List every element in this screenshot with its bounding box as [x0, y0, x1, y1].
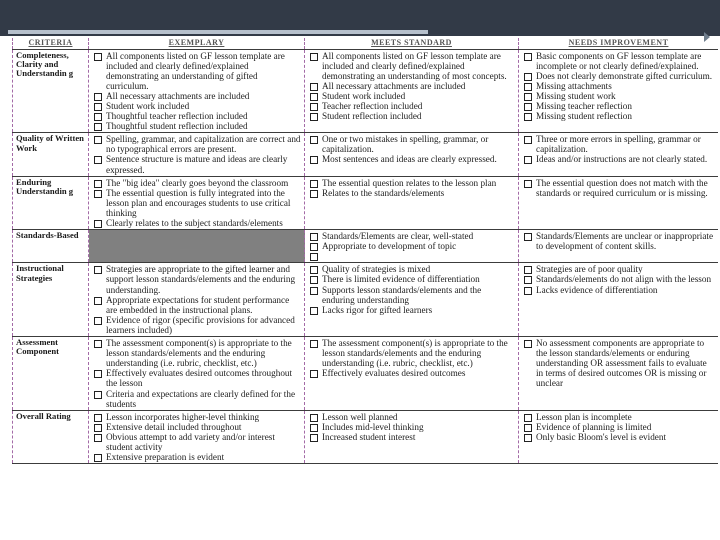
checkbox-item: Missing attachments — [522, 81, 716, 91]
rubric-body — [13, 49, 719, 464]
checkbox-item: Strategies are of poor quality — [522, 264, 716, 274]
checkbox-item: Extensive detail included throughout — [92, 422, 302, 432]
needs-improvement-cell — [519, 230, 719, 263]
checkbox-item: Lesson well planned — [308, 412, 516, 422]
needs-improvement-cell — [519, 49, 719, 133]
criteria-list — [522, 51, 716, 122]
needs-improvement-cell — [519, 263, 719, 337]
criteria-list — [92, 338, 302, 409]
checkbox-item: Spelling, grammar, and capitalization are correct and no typographical errors are present. — [92, 134, 302, 154]
criteria-label: Overall Rating — [13, 410, 89, 463]
criteria-list — [92, 264, 302, 335]
header-criteria: CRITERIA — [13, 38, 89, 49]
checkbox-item: Relates to the standards/elements — [308, 188, 516, 198]
checkbox-item: Evidence of rigor (specific provisions for advanced learners included) — [92, 315, 302, 335]
needs-improvement-cell — [519, 410, 719, 463]
checkbox-item: Lesson plan is incomplete — [522, 412, 716, 422]
checkbox-item: Standards/Elements are clear, well-stated — [308, 231, 516, 241]
checkbox-item: Missing teacher reflection — [522, 101, 716, 111]
checkbox-item: The essential question is fully integrated into the lesson plan and encourages students to use critical thinking — [92, 188, 302, 218]
checkbox-item: Standards/elements do not align with the lesson — [522, 274, 716, 284]
criteria-list — [92, 134, 302, 174]
meets-standard-cell — [305, 230, 519, 263]
criteria-label: Instructional Strategies — [13, 263, 89, 337]
checkbox-item: Effectively evaluates desired outcomes throughout the lesson — [92, 368, 302, 388]
meets-standard-cell — [305, 133, 519, 176]
criteria-list — [308, 51, 516, 122]
checkbox-item: The "big idea" clearly goes beyond the classroom — [92, 178, 302, 188]
criteria-list — [308, 412, 516, 442]
checkbox-item: Three or more errors in spelling, grammar or capitalization. — [522, 134, 716, 154]
checkbox-item: Teacher reflection included — [308, 101, 516, 111]
table-row — [13, 263, 719, 337]
checkbox-item: All components listed on GF lesson template are included and clearly defined/explained demonstrating an understanding of most concepts. — [308, 51, 516, 81]
rubric-table — [12, 38, 718, 464]
criteria-list — [522, 338, 716, 388]
criteria-list — [92, 51, 302, 132]
exemplary-cell — [89, 410, 305, 463]
table-row — [13, 49, 719, 133]
exemplary-cell — [89, 176, 305, 229]
criteria-list — [522, 178, 716, 198]
exemplary-cell — [89, 49, 305, 133]
exemplary-cell — [89, 263, 305, 337]
checkbox-item: Student work included — [92, 101, 302, 111]
checkbox-item: All necessary attachments are included — [92, 91, 302, 101]
checkbox-item: Missing student reflection — [522, 111, 716, 121]
checkbox-item: The essential question relates to the lesson plan — [308, 178, 516, 188]
exemplary-cell — [89, 230, 305, 263]
rubric-table-container — [12, 38, 718, 536]
checkbox-item: The assessment component(s) is appropriate to the lesson standards/elements and the enduring understanding (i.e. rubric, checklist, etc.) — [92, 338, 302, 368]
criteria-label: Enduring Understandin g — [13, 176, 89, 229]
checkbox-item: No assessment components are appropriate to the lesson standards/elements or enduring understanding OR assessment fails to evaluate in terms of desired outcomes OR is missing or unclear — [522, 338, 716, 388]
meets-standard-cell — [305, 176, 519, 229]
needs-improvement-cell — [519, 337, 719, 411]
checkbox-item: Criteria and expectations are clearly defined for the students — [92, 389, 302, 409]
exemplary-cell — [89, 133, 305, 176]
table-row — [13, 410, 719, 463]
criteria-label: Assessment Component — [13, 337, 89, 411]
criteria-list — [308, 134, 516, 164]
checkbox-item: Basic components on GF lesson template are incomplete or not clearly defined/explained. — [522, 51, 716, 71]
header-needs-improvement: NEEDS IMPROVEMENT — [519, 38, 719, 49]
checkbox-item: One or two mistakes in spelling, grammar, or capitalization. — [308, 134, 516, 154]
criteria-list — [92, 412, 302, 462]
checkbox-item: Most sentences and ideas are clearly expressed. — [308, 154, 516, 164]
checkbox-item: Thoughtful student reflection included — [92, 121, 302, 131]
criteria-list — [522, 264, 716, 294]
checkbox-item: Clearly relates to the subject standards/elements — [92, 218, 302, 228]
checkbox-item: Thoughtful teacher reflection included — [92, 111, 302, 121]
checkbox-item: Supports lesson standards/elements and the enduring understanding — [308, 285, 516, 305]
meets-standard-cell — [305, 263, 519, 337]
checkbox-item: Only basic Bloom's level is evident — [522, 432, 716, 442]
table-row — [13, 176, 719, 229]
checkbox-item: Strategies are appropriate to the gifted learner and support lesson standards/elements and the enduring understanding. — [92, 264, 302, 294]
header-row — [13, 38, 719, 49]
checkbox-item: All components listed on GF lesson template are included and clearly defined/explained demonstrating an understanding of gifted curriculum. — [92, 51, 302, 91]
meets-standard-cell — [305, 49, 519, 133]
criteria-list — [308, 231, 516, 261]
checkbox-item: Ideas and/or instructions are not clearly stated. — [522, 154, 716, 164]
checkbox-item: The assessment component(s) is appropriate to the lesson standards/elements and the enduring understanding (i.e. rubric, checklist, etc.) — [308, 338, 516, 368]
checkbox-item: There is limited evidence of differentiation — [308, 274, 516, 284]
checkbox-item: Extensive preparation is evident — [92, 452, 302, 462]
criteria-list — [522, 134, 716, 164]
criteria-label: Completeness, Clarity and Understandin g — [13, 49, 89, 133]
checkbox-item: Appropriate to development of topic — [308, 241, 516, 251]
exemplary-cell — [89, 337, 305, 411]
checkbox-item: Lacks rigor for gifted learners — [308, 305, 516, 315]
checkbox-item: Obvious attempt to add variety and/or interest student activity — [92, 432, 302, 452]
checkbox-item: All necessary attachments are included — [308, 81, 516, 91]
checkbox-item: Appropriate expectations for student performance are embedded in the instructional plans. — [92, 295, 302, 315]
title-accent-line — [8, 30, 428, 34]
checkbox-item: Quality of strategies is mixed — [308, 264, 516, 274]
needs-improvement-cell — [519, 176, 719, 229]
criteria-label: Quality of Written Work — [13, 133, 89, 176]
criteria-label: Standards-Based — [13, 230, 89, 263]
checkbox-item: Standards/Elements are unclear or inappropriate to development of content skills. — [522, 231, 716, 251]
checkbox-item: Lacks evidence of differentiation — [522, 285, 716, 295]
checkbox-item: Evidence of planning is limited — [522, 422, 716, 432]
checkbox-item: Increased student interest — [308, 432, 516, 442]
checkbox-item: Student reflection included — [308, 111, 516, 121]
table-row — [13, 337, 719, 411]
table-row — [13, 230, 719, 263]
meets-standard-cell — [305, 410, 519, 463]
header-exemplary: EXEMPLARY — [89, 38, 305, 49]
meets-standard-cell — [305, 337, 519, 411]
criteria-list — [308, 178, 516, 198]
needs-improvement-cell — [519, 133, 719, 176]
checkbox-item — [308, 251, 516, 261]
checkbox-item: The essential question does not match with the standards or required curriculum or is missing. — [522, 178, 716, 198]
checkbox-item: Includes mid-level thinking — [308, 422, 516, 432]
criteria-list — [308, 264, 516, 314]
header-meets-standard: MEETS STANDARD — [305, 38, 519, 49]
criteria-list — [308, 338, 516, 378]
table-row — [13, 133, 719, 176]
checkbox-item: Sentence structure is mature and ideas are clearly expressed. — [92, 154, 302, 174]
checkbox-item: Effectively evaluates desired outcomes — [308, 368, 516, 378]
criteria-list — [92, 178, 302, 228]
criteria-list — [522, 412, 716, 442]
checkbox-item: Student work included — [308, 91, 516, 101]
checkbox-item: Does not clearly demonstrate gifted curriculum. — [522, 71, 716, 81]
checkbox-item: Lesson incorporates higher-level thinking — [92, 412, 302, 422]
criteria-list — [522, 231, 716, 251]
checkbox-item: Missing student work — [522, 91, 716, 101]
